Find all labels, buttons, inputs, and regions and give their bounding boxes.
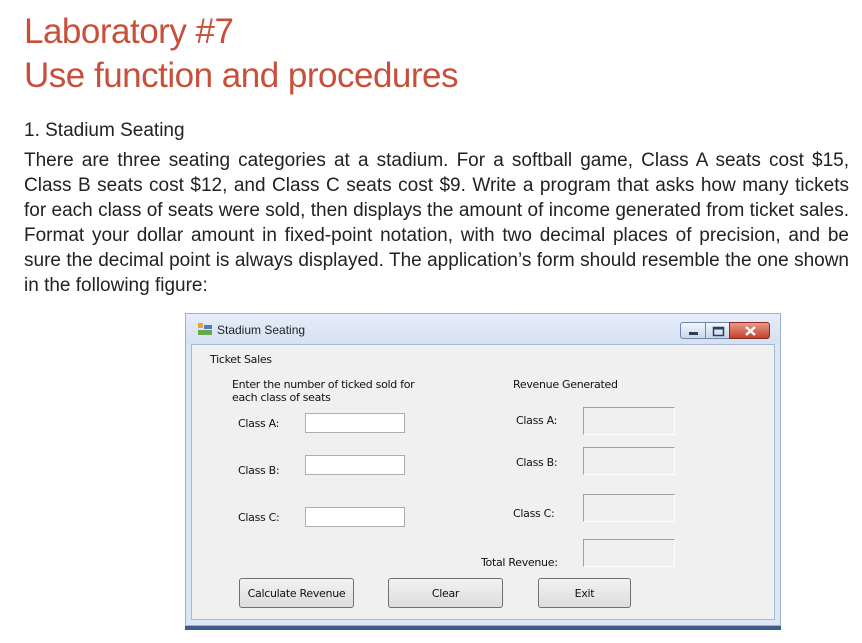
minimize-icon [681,323,707,340]
window-title: Stadium Seating [217,323,306,337]
stadium-seating-window [185,313,781,626]
class-a-revenue-output [583,407,675,435]
class-a-tickets-input[interactable] [305,413,405,433]
lab-subtitle: Use function and procedures [24,56,458,95]
ticket-sales-label: Ticket Sales [210,353,272,366]
revenue-generated-label: Revenue Generated [513,378,618,391]
lab-title: Laboratory #7 [24,12,234,51]
window-titlebar[interactable] [186,314,780,344]
calculate-revenue-button[interactable]: Calculate Revenue [239,578,354,608]
enter-tickets-instructions: Enter the number of ticked sold for each class of seats [232,378,415,404]
exit-button[interactable]: Exit [538,578,631,608]
instructions-paragraph: There are three seating categories at a stadium. For a softball game, Class A seats cost $15, Class B seats cost $12, and Class C seats cost $9. Write a program that asks how many tickets for each class of seats were sold, then displays the amount of income generated from ticket sales. Format your dollar amount in fixed-point notation, with two decimal places of precision, and be sure the decimal point is always displayed. The application’s form should resemble the one shown in the following figure: [24,150,849,296]
class-b-tickets-input[interactable] [305,455,405,475]
class-a-revenue-label: Class A: [516,414,558,427]
class-b-label: Class B: [238,464,280,477]
class-c-revenue-label: Class C: [513,507,555,520]
close-icon [730,323,771,340]
class-b-revenue-output [583,447,675,475]
maximize-icon [706,323,731,340]
clear-button[interactable]: Clear [388,578,503,608]
form-client-area [191,344,775,620]
section-heading: 1. Stadium Seating [24,120,185,141]
maximize-button[interactable] [705,322,730,339]
class-c-revenue-output [583,494,675,522]
window-bottom-border [185,626,781,630]
minimize-button[interactable] [680,322,706,339]
class-a-label: Class A: [238,417,280,430]
class-b-revenue-label: Class B: [516,456,558,469]
class-c-label: Class C: [238,511,280,524]
total-revenue-output [583,539,675,567]
total-revenue-label: Total Revenue: [481,556,558,569]
app-icon [198,323,212,335]
close-button[interactable] [729,322,770,339]
class-c-tickets-input[interactable] [305,507,405,527]
